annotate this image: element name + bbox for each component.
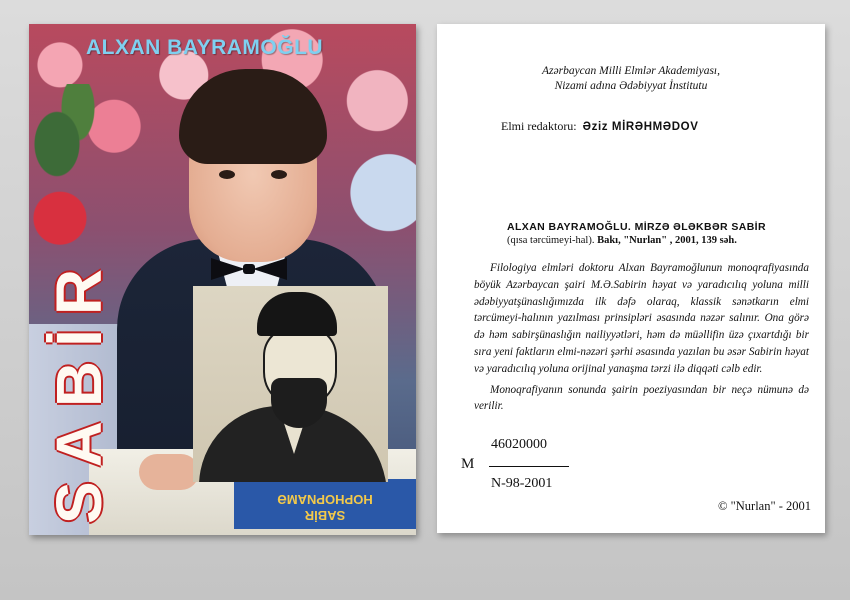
book-label-2: HOPHOPNAMƏ [277, 492, 373, 507]
biblio-subtitle-line [507, 235, 737, 246]
boy-hair [179, 69, 327, 164]
flower-leaves [29, 84, 99, 204]
abstract-paragraph-2: Monoqrafiyanın sonunda şairin poeziyasından bir neçə nümunə də verilir. [474, 383, 809, 413]
abstract-paragraph-1: Filologiya elmləri doktoru Alxan Bayramoğlunun monoqrafiyasında böyük Azərbaycan şairi M.Ə.Sabirin həyat və yaradıcılıq yoluna milli ədəbiyyatşünaslığımızda ilk dəfə olaraq, klassik sənətkarın elmi tərcümeyi-halının yazılması prinsipləri əsasında nəzər salınır. Ona görə də həm sabirşünaslığın nailiyyətləri, həm də müəllifin üzə çıxartdığı bir sıra yeni faktların elmi-nəzəri şərhi əsasında yazılan bu əsər Sabirin həyat və yaradıcılıq yoluna orijinal yanaşma tərzi ilə diqqəti cəlb edir. [474, 262, 809, 375]
biblio-title: ALXAN BAYRAMOĞLU. MİRZƏ ƏLƏKBƏR SABİR [507, 221, 766, 233]
institution-line1: Azərbaycan Milli Elmlər Akademiyası, [542, 65, 720, 77]
eye [271, 170, 287, 179]
hand [139, 454, 199, 490]
classification-rule [489, 466, 569, 467]
institution-line2: Nizami adına Ədəbiyyat İnstitutu [554, 80, 708, 92]
copyright: © "Nurlan" - 2001 [718, 499, 811, 513]
book-cover [29, 24, 416, 535]
book-label-1: SABİR [304, 508, 346, 523]
portrait-hat [257, 292, 337, 336]
cover-title [47, 444, 111, 524]
institution [437, 64, 825, 94]
title-page [437, 24, 825, 533]
classification-denominator: N-98-2001 [491, 476, 553, 491]
abstract [474, 260, 809, 415]
classification-letter: M [461, 456, 475, 472]
editor-label: Elmi redaktoru: [501, 119, 577, 133]
editor-name: Əziz MİRƏHMƏDOV [582, 121, 699, 133]
eye [219, 170, 235, 179]
editor-line [501, 119, 698, 134]
cover-author: ALXAN BAYRAMOĞLU [86, 36, 324, 59]
hophopname-book [234, 479, 416, 529]
sabir-portrait [193, 286, 388, 482]
biblio-subtitle: (qısa tərcümeyi-hal). [507, 235, 595, 246]
biblio-publisher: Bakı, "Nurlan" , 2001, 139 səh. [597, 235, 737, 246]
classification-numerator: 46020000 [491, 437, 547, 452]
